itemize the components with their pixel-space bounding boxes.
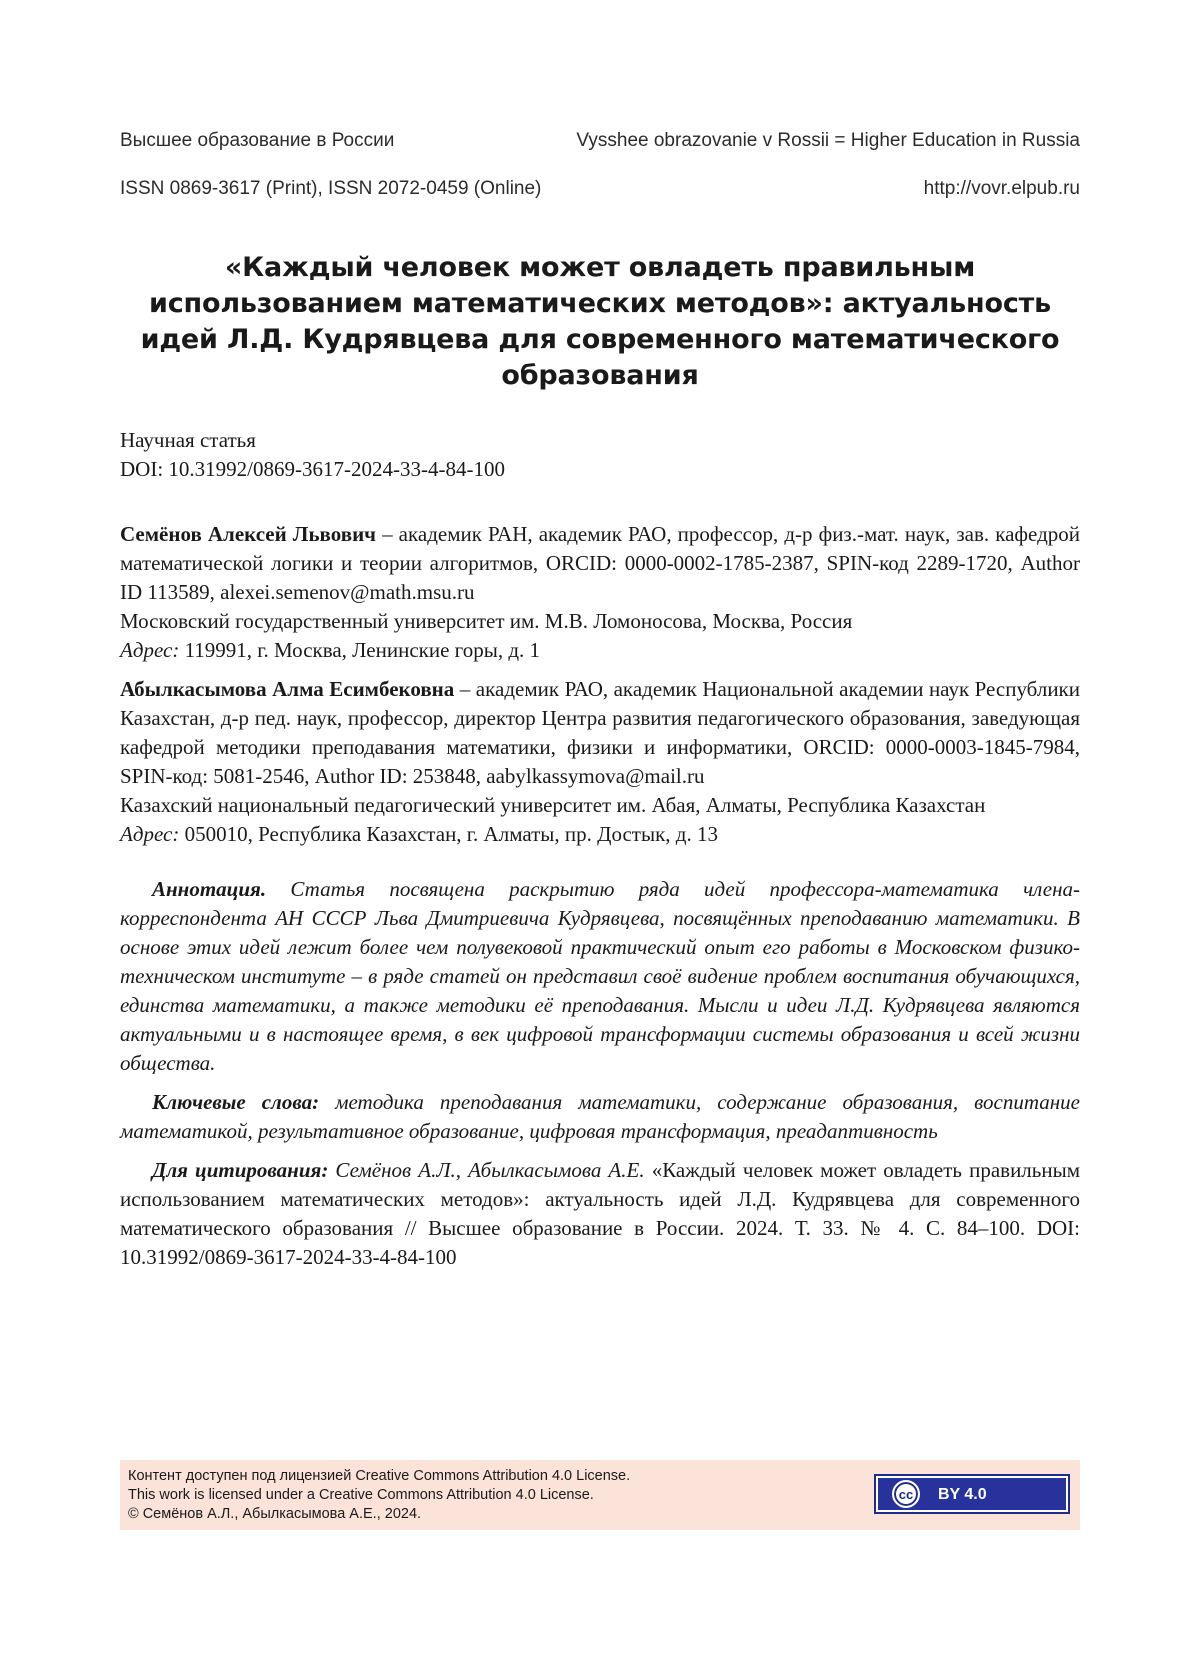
cc-license-badge[interactable] <box>874 1474 1070 1514</box>
abstract-label: Аннотация. <box>152 877 267 901</box>
license-line-en: This work is licensed under a Creative Commons Attribution 4.0 License. <box>128 1487 594 1503</box>
author-details: – академик РАО, академик Национальной академии наук Республики Казахстан, д-р пед. наук, профессор, директор Центра развития педагогического образования, заведующая кафедрой методики преподавания математики, физики и информатики, ORCID: 0000-0003-1845-7984, SPIN-код: 5081-2546, Author ID: 253848, aabylkassymova@mail.ru <box>120 677 1081 788</box>
citation-authors: Семёнов А.Л., Абылкасымова А.Е. <box>328 1158 645 1182</box>
address-value: 050010, Республика Казахстан, г. Алматы, пр. Достык, д. 13 <box>179 822 718 846</box>
journal-url[interactable]: http://vovr.elpub.ru <box>923 178 1080 199</box>
author-name: Семёнов Алексей Львович <box>120 522 377 546</box>
citation-text: «Каждый человек может овладеть правильным использованием математических методов»: актуальность идей Л.Д. Кудрявцева для современного математического образования // Высшее образование в России. 2024. Т. 33. № 4. С. 84–100. DOI: 10.31992/0869-3617-2024-33-4-84-100 <box>120 1158 1080 1269</box>
author-block <box>120 520 1080 665</box>
citation <box>120 1156 1080 1272</box>
issn-header <box>120 178 1080 200</box>
title-line: «Каждый человек может овладеть правильным <box>224 252 976 283</box>
abstract-text: Статья посвящена раскрытию ряда идей профессора-математика члена-корреспондента АН СССР Льва Дмитриевича Кудрявцева, посвящённых преподаванию математики. В основе этих идей лежит более чем полувековой практический опыт его работы в Московском физико-техническом институте – в ряде статей он представил своё видение проблем воспитания обучающихся, единства математики, а также методики её преподавания. Мысли и идеи Л.Д. Кудрявцева являются актуальными и в настоящее время, в век цифровой трансформации системы образования и всей жизни общества. <box>120 877 1080 1075</box>
article-title <box>120 250 1080 394</box>
title-line: использованием математических методов»: актуальность <box>149 288 1051 319</box>
article-type: Научная статья <box>120 428 256 452</box>
address-value: 119991, г. Москва, Ленинские горы, д. 1 <box>179 638 541 662</box>
title-line: образования <box>501 360 699 391</box>
author-bio <box>120 675 1080 791</box>
abstract-section <box>120 875 1080 1272</box>
article-meta <box>120 426 1080 484</box>
author-name: Абылкасымова Алма Есимбековна <box>120 677 455 701</box>
article-doi[interactable]: DOI: 10.31992/0869-3617-2024-33-4-84-100 <box>120 457 505 481</box>
abstract <box>120 875 1080 1078</box>
author-bio <box>120 520 1080 607</box>
authors-section <box>120 520 1080 849</box>
license-line-ru: Контент доступен под лицензией Creative Commons Attribution 4.0 License. <box>128 1468 631 1484</box>
cc-badge-label: BY 4.0 <box>938 1485 987 1503</box>
author-affiliation: Московский государственный университет им. М.В. Ломоносова, Москва, Россия <box>120 609 853 633</box>
copyright-line: © Семёнов А.Л., Абылкасымова А.Е., 2024. <box>128 1506 422 1522</box>
journal-title-ru: Высшее образование в России <box>120 130 395 151</box>
creative-commons-icon: cc <box>892 1480 920 1508</box>
license-box <box>120 1460 1080 1530</box>
author-address <box>120 636 1080 665</box>
address-label: Адрес: <box>120 638 180 662</box>
cc-badge-inner <box>878 1478 1066 1510</box>
running-header <box>120 130 1080 152</box>
citation-label: Для цитирования: <box>152 1158 329 1182</box>
title-line: идей Л.Д. Кудрявцева для современного математического <box>140 324 1060 355</box>
address-label: Адрес: <box>120 822 180 846</box>
journal-title-en: Vysshee obrazovanie v Rossii = Higher Education in Russia <box>576 130 1080 151</box>
keywords-text: методика преподавания математики, содержание образования, воспитание математикой, результативное образование, цифровая трансформация, преадаптивность <box>120 1090 1080 1143</box>
keywords <box>120 1088 1080 1146</box>
author-affiliation: Казахский национальный педагогический университет им. Абая, Алматы, Республика Казахстан <box>120 793 986 817</box>
author-details: – академик РАН, академик РАО, профессор, д-р физ.-мат. наук, зав. кафедрой математической логики и теории алгоритмов, ORCID: 0000-0002-1785-2387, SPIN-код 2289-1720, Author ID 113589, alexei.semenov@math.msu.ru <box>120 522 1080 604</box>
author-address <box>120 820 1080 849</box>
article-page <box>120 0 1080 1282</box>
keywords-label: Ключевые слова: <box>152 1090 320 1114</box>
issn: ISSN 0869-3617 (Print), ISSN 2072-0459 (Online) <box>120 178 542 199</box>
author-block <box>120 675 1080 849</box>
